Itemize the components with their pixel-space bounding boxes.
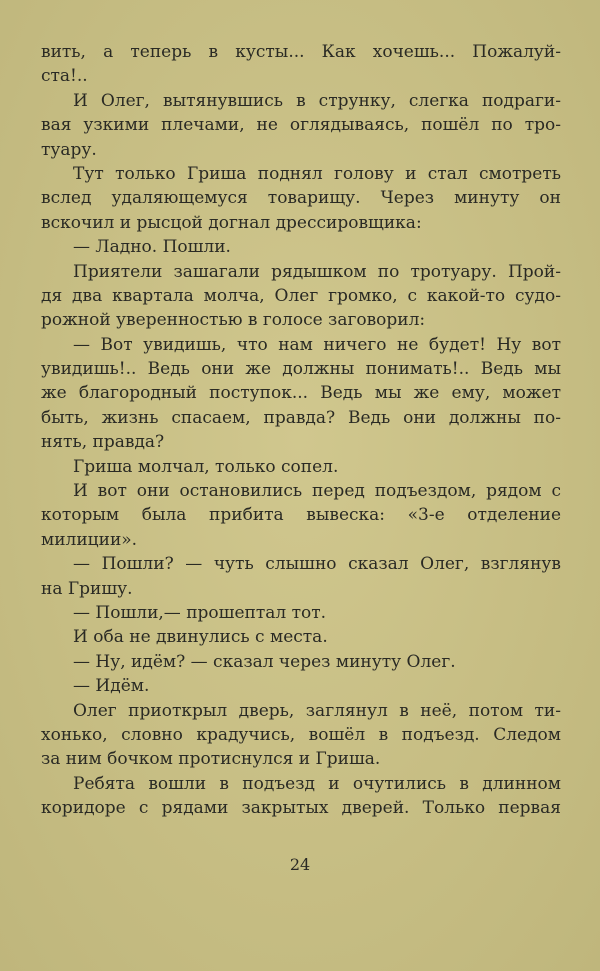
- page-number: 24: [289, 855, 311, 874]
- text-line: вскочил и рысцой догнал дрессировщика:: [41, 212, 422, 233]
- text-line: быть, жизнь спасаем, правда? Ведь они должны по-: [41, 407, 561, 428]
- text-line: вслед удаляющемуся товарищу. Через минуту он: [41, 188, 561, 209]
- text-line: милиции».: [41, 529, 138, 550]
- text-line: — Ну, идём? — сказал через минуту Олег.: [73, 651, 456, 672]
- text-line: — Пошли? — чуть слышно сказал Олег, взглянув: [73, 554, 561, 575]
- text-line: на Гришу.: [41, 578, 133, 599]
- text-line: Тут только Гриша поднял голову и стал смотреть: [73, 163, 561, 184]
- text-line: хонько, словно крадучись, вошёл в подъезд. Следом: [41, 724, 561, 745]
- text-line: коридоре с рядами закрытых дверей. Только первая: [41, 798, 561, 819]
- text-line: за ним бочком протиснулся и Гриша.: [41, 749, 381, 770]
- text-line: И вот они остановились перед подъездом, рядом с: [73, 481, 561, 502]
- text-line: увидишь!.. Ведь они же должны понимать!.. Ведь мы: [41, 359, 561, 380]
- text-line: И оба не двинулись с места.: [73, 627, 328, 648]
- text-line: — Пошли,— прошептал тот.: [73, 602, 327, 623]
- text-line: — Вот увидишь, что нам ничего не будет! Ну вот: [73, 334, 561, 355]
- text-line: вить, а теперь в кусты... Как хочешь... Пожалуй-: [41, 42, 561, 62]
- text-line: Гриша молчал, только сопел.: [73, 456, 339, 477]
- page-text: [41, 40, 561, 821]
- text-line: туару.: [41, 139, 97, 160]
- text-line: — Ладно. Пошли.: [73, 237, 231, 258]
- text-line: нять, правда?: [41, 432, 165, 453]
- text-line: И Олег, вытянувшись в струнку, слегка подраги-: [73, 90, 561, 111]
- text-line: Ребята вошли в подъезд и очутились в длинном: [73, 773, 561, 794]
- text-line: — Идём.: [73, 676, 150, 697]
- text-line: рожной уверенностью в голосе заговорил:: [41, 310, 426, 331]
- text-line: которым была прибита вывеска: «3-е отделение: [41, 505, 561, 526]
- text-line: же благородный поступок... Ведь мы же ему, может: [41, 383, 561, 404]
- text-line: вая узкими плечами, не оглядываясь, пошёл по тро-: [41, 115, 561, 136]
- text-line: Приятели зашагали рядышком по тротуару. Прой-: [73, 261, 561, 282]
- text-line: дя два квартала молча, Олег громко, с какой-то судо-: [41, 285, 561, 306]
- text-line: Олег приоткрыл дверь, заглянул в неё, потом ти-: [73, 700, 561, 721]
- text-line: ста!..: [41, 66, 88, 87]
